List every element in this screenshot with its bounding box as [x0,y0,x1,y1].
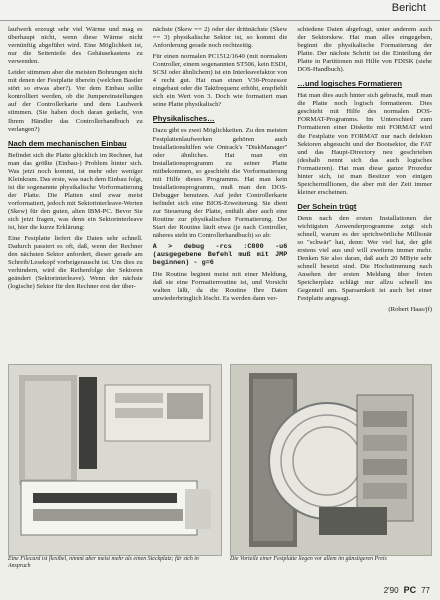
paragraph: Leider stimmen aber die meisten Bohrungen nicht mit denen der Festplatte überein (welchen Bastler stört so etwas aber?). Vor dem Einbau sollte kontrolliert werden, ob die Jumpereinstellungen auf der Controllerkarte und dem Laufwerk stimmen. (Sie haben doch daran gedacht, von Ihrem Händler das Controllerhandbuch zu verlangen?) [8,69,143,133]
filecard-photo [8,364,222,556]
subheading: Physikalisches… [152,114,215,124]
caption-right: Die Vorteile einer Festplatte liegen vor allem im günstigeren Preis [230,556,387,562]
issue-number: 2'90 [383,586,399,595]
column-2 [153,26,288,368]
paragraph: Denn nach den ersten Installationen der wichtigsten Anwenderprogramme zeigt sich schnell, warum es der sprichwörtliche Millionär so "schwär" hat, denn: Wer viel hat, der gibt erstens viel aus und will zweitens immer mehr. Denken Sie also daran, daß auch 20 MByte sehr schnell besetzt sind. Die Hochstimmung nach Ansehen der ersten Meldung über freien Speicherplatz schlägt nur allzu schnell ins Gegenteil um. Sparsamkeit ist auch bei einer Festplatte angesagt. [297,214,433,303]
paragraph: schiedene Daten abgefragt, unter anderem auch der Sektorskew. Hat man alles eingegeben, beginnt die physikalische Formatierung der Platte. Der nächste Schritt ist die Einteilung der Platte in Partitionen mit Hilfe von FDISK (siehe DOS-Handbuch). [297,26,433,74]
subheading: Der Schein trügt [297,201,357,211]
paragraph: Die Routine beginnt meist mit einer Meldung, daß sie eine Formatierroutine ist, und Vorsicht walten läßt, da die Routine Ihre Daten unwiederbringlich löscht. Es werden dann ver- [152,271,288,303]
paragraph: Eine Festplatte liefert die Daten sehr schnell. Dadurch passiert es oft, daß, wenn der Rechner den nächsten Sektor anfordert, dieser gerade am Schreib/Lesekopf vorbeigerauscht ist. Um dies zu verhindern, wird die Reihenfolge der Sektoren geändert (Sektorinterleave). Wenn der nächste (logische) Sektor für den Rechner erst der über- [8,235,143,291]
section-title: Bericht [391,2,426,14]
column-3 [297,26,432,368]
paragraph: Für einen normalen PC1512/1640 (mit normalem Controller, einem sogenannten ST506, kein ESDI, SCSI oder ähnlichem) ist ein Interleavefaktor von 4 recht gut. Hat man einen V30-Prozessor eingebaut oder die Taktfrequenz erhöht, empfiehlt sich ein Wert von 3. Doch wie formatiert man seine Platte physikalisch? [152,53,288,109]
author-signature: (Robert Haas/jf) [388,306,433,314]
paragraph: Hat man dies auch hinter sich gebracht, muß man die Platte noch logisch formatieren. Dies geschieht mit Hilfe des normalen DOS-FORMAT-Programms. Im Unterschied zum Formatieren einer Diskette mit FORMAT wird die Festplatte von FORMAT nur nach defekten Sektoren abgesucht und der Bootsektor, die FAT und das Haupt-Directory neu geschrieben (deshalb nennt sich das auch logisches Formatieren). Hat man diese ganze Prozedur hinter sich, ist man Besitzer von einigen Speichermillionen, die aber mit der Zeit immer kleiner erscheinen. [297,92,433,196]
subheading: …und logisches Formatieren [297,79,402,89]
hard-drive-illustration [231,365,432,555]
column-1 [8,26,143,368]
subheading: Nach dem mechanischen Einbau [8,138,127,148]
magazine-logo: PC [403,585,417,595]
page-footer [384,585,430,595]
paragraph: Befindet sich die Platte glücklich im Rechner, hat man das größte (Einbau-) Problem hinter sich. Was jetzt noch kommt, ist mehr oder weniger Kleinkram. Das erste, was nach dem Einbau folgt, ist die sogenannte physikalische Vorformatierung der Platte. Die Platten sind zwar meist vorformatiert, jedoch mit Sektorinterleave-Werten (Skew) für den guten, alten IBM-PC. Bevor Sie sich jetzt fragen, was denn ein Sektorinterleave ist, hier die kurze Erklärung: [8,151,143,232]
page-number: 77 [421,586,430,595]
caption-left: Eine Filecard ist flexibel, nimmt aber meist mehr als einen Steckplatz; für sich in Anspruch [8,556,199,569]
photo-area [8,364,432,554]
article-columns [8,26,432,368]
paragraph: Dazu gibt es zwei Möglichkeiten. Zu den meisten Festplattenlaufwerken gehören auch Installationshilfen wie Ontrack's "DiskManager" oder ähnliches. Hat man ein Installationsprogramm zu seiner Platte mitbekommen, so geschieht die Vorformatierung mit Hilfe dieses Programms. Hat man kein Installationsprogramm, muß man den DOS-Debugger benutzen. Auf jeder Controllerkarte befindet sich eine BIOS-Erweiterung. Sie dient zur Steuerung der Platte, enthält aber auch eine Routine zur physikalischen Formatierung. Der Start der Routine läuft etwa (je nach Controller, näheres steht im Controllerhandbuch) so ab: [152,127,288,240]
paragraph: laufwerk erzeugt sehr viel Wärme und mag es überhaupt nicht, wenn diese Wärme nicht vernünftig abgeführt wird. Eine Möglichkeit ist, nur die Seitenteile des Gehäusekastens zu verwenden. [8,26,143,66]
filecard-illustration [9,365,222,555]
caption-row [8,556,432,570]
hard-drive-photo [230,364,432,556]
paragraph: nächste (Skew == 2) oder der drittnächste (Skew == 3) physikalische Sektor ist, so kommt die Anforderung gerade noch rechtzeitig. [152,26,288,50]
debug-command: A > debug -rcs :C800 -u6 (ausgegebene Befehl muß mit JMP beginnen) - g=6 [152,243,288,268]
header-bar [0,0,440,21]
